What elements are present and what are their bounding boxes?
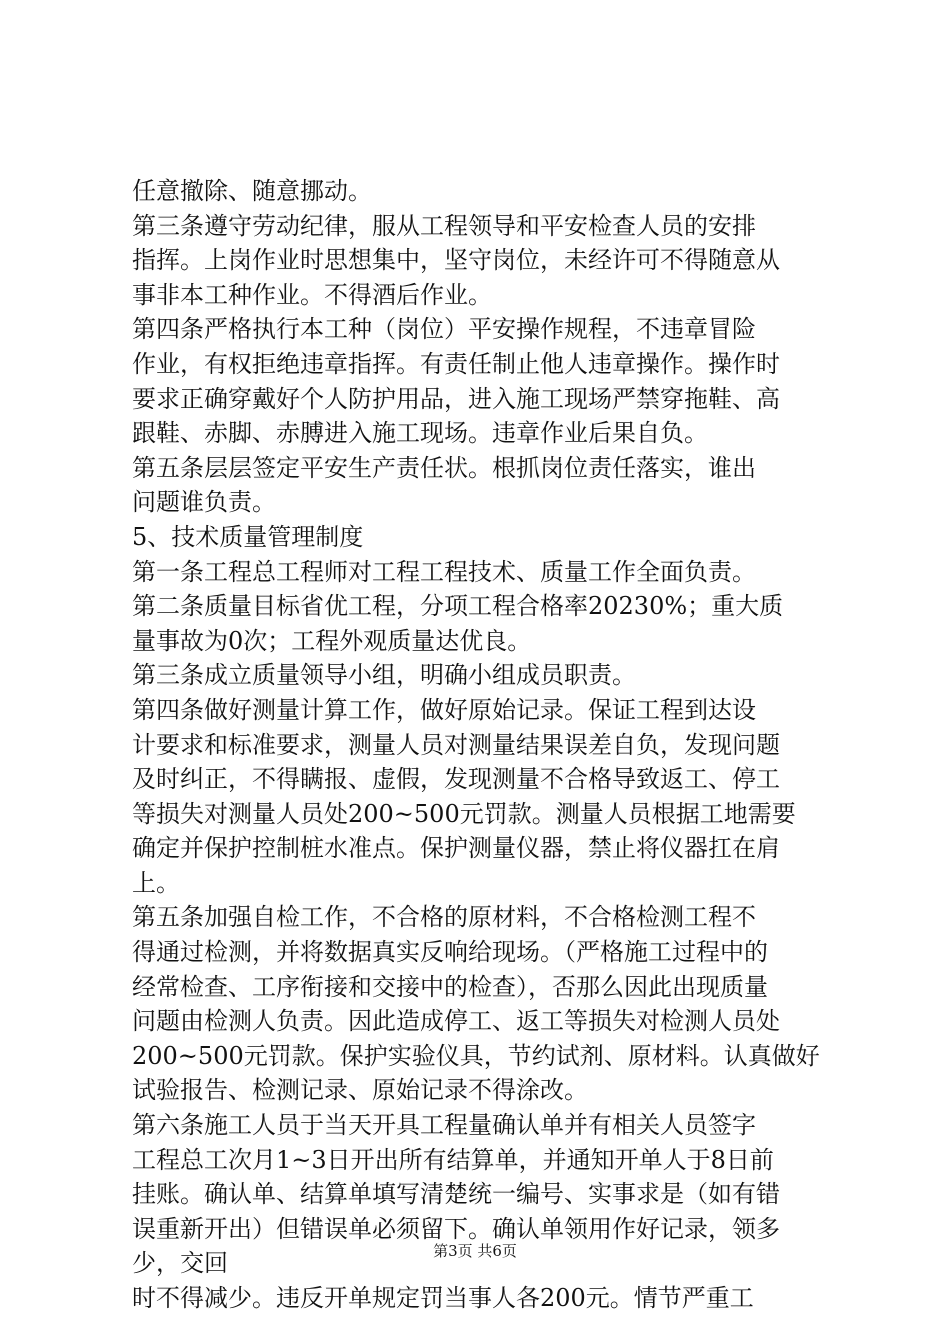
text-line: 指挥。上岗作业时思想集中，坚守岗位，未经许可不得随意从 bbox=[132, 246, 780, 275]
text-line: 问题谁负责。 bbox=[132, 488, 276, 517]
text-line: 问题由检测人负责。因此造成停工、返工等损失对检测人员处 bbox=[132, 1007, 780, 1036]
section-heading: 5、技术质量管理制度 bbox=[132, 522, 364, 551]
text-line: 挂账。确认单、结算单填写清楚统一编号、实事求是（如有错 bbox=[132, 1180, 780, 1209]
text-line: 200~500元罚款。保护实验仪具，节约试剂、原材料。认真做好 bbox=[132, 1041, 820, 1070]
text-line: 第一条工程总工程师对工程工程技术、质量工作全面负责。 bbox=[132, 557, 756, 586]
text-line: 作业，有权拒绝违章指挥。有责任制止他人违章操作。操作时 bbox=[132, 349, 780, 378]
text-line: 第三条成立质量领导小组，明确小组成员职责。 bbox=[132, 661, 636, 690]
text-line: 量事故为0次；工程外观质量达优良。 bbox=[132, 626, 532, 655]
text-line: 少，交回 bbox=[132, 1249, 228, 1278]
text-line: 上。 bbox=[132, 868, 180, 897]
text-line: 计要求和标准要求，测量人员对测量结果误差自负，发现问题 bbox=[132, 730, 780, 759]
text-line: 等损失对测量人员处200~500元罚款。测量人员根据工地需要 bbox=[132, 799, 796, 828]
text-line: 确定并保护控制桩水准点。保护测量仪器，禁止将仪器扛在肩 bbox=[132, 834, 780, 863]
text-line: 事非本工种作业。不得酒后作业。 bbox=[132, 280, 492, 309]
text-line: 误重新开出）但错误单必须留下。确认单领用作好记录，领多 bbox=[132, 1214, 780, 1243]
text-line: 时不得减少。违反开单规定罚当事人各200元。情节严重工 bbox=[132, 1284, 754, 1312]
text-line: 第四条做好测量计算工作，做好原始记录。保证工程到达设 bbox=[132, 695, 756, 724]
text-line: 经常检查、工序衔接和交接中的检查），否那么因此出现质量 bbox=[132, 972, 768, 1001]
text-line: 第四条严格执行本工种（岗位）平安操作规程，不违章冒险 bbox=[132, 315, 756, 344]
text-line: 任意撤除、随意挪动。 bbox=[132, 177, 372, 205]
text-line: 试验报告、检测记录、原始记录不得涂改。 bbox=[132, 1076, 588, 1105]
text-line: 工程总工次月1~3日开出所有结算单，并通知开单人于8日前 bbox=[132, 1145, 774, 1174]
text-line: 跟鞋、赤脚、赤膊进入施工现场。违章作业后果自负。 bbox=[132, 419, 708, 448]
text-line: 第五条加强自检工作，不合格的原材料，不合格检测工程不 bbox=[132, 903, 756, 932]
text-line: 第六条施工人员于当天开具工程量确认单并有相关人员签字 bbox=[132, 1111, 756, 1140]
page-number-footer: 第3页 共6页 bbox=[433, 1242, 517, 1260]
document-body bbox=[132, 174, 832, 1316]
text-line: 第二条质量目标省优工程，分项工程合格率20230%；重大质 bbox=[132, 592, 784, 621]
text-line: 第五条层层签定平安生产责任状。根抓岗位责任落实，谁出 bbox=[132, 453, 756, 482]
text-line: 第三条遵守劳动纪律，服从工程领导和平安检查人员的安排 bbox=[132, 211, 756, 240]
text-line: 要求正确穿戴好个人防护用品，进入施工现场严禁穿拖鞋、高 bbox=[132, 384, 780, 413]
text-line: 及时纠正，不得瞒报、虚假，发现测量不合格导致返工、停工 bbox=[132, 765, 780, 794]
text-line: 得通过检测，并将数据真实反响给现场。（严格施工过程中的 bbox=[132, 938, 768, 967]
